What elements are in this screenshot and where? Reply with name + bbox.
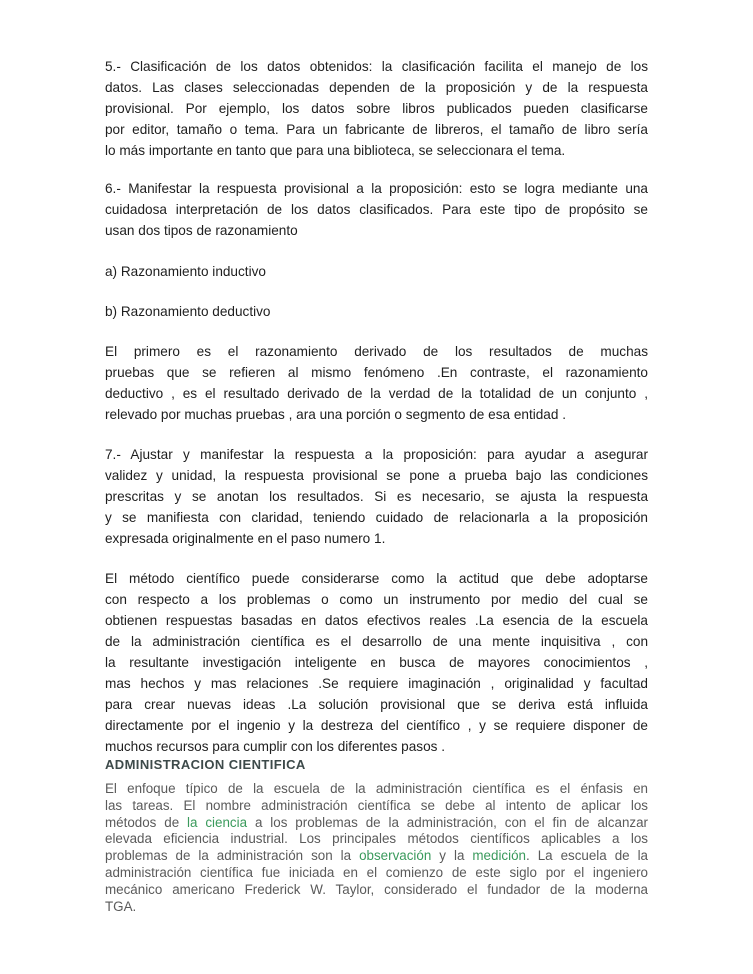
text-line: administración científica fue iniciada en el comienzo de este siglo por el ingeniero [105, 864, 648, 880]
section-heading: ADMINISTRACION CIENTIFICA [105, 757, 306, 772]
text-line: validez y unidad, la respuesta provisional se pone a prueba bajo las condiciones [105, 468, 648, 483]
text-line: la resultante investigación inteligente en busca de mayores conocimientos , [105, 655, 648, 670]
text-line: 5.- Clasificación de los datos obtenidos: la clasificación facilita el manejo de los [105, 59, 648, 74]
text-line: de la administración científica es el desarrollo de una mente inquisitiva , con [105, 634, 648, 649]
text-line [105, 815, 648, 832]
link-la-ciencia[interactable]: la ciencia [187, 814, 248, 830]
link-observacion[interactable]: observación [359, 848, 432, 864]
text-line: deductivo , es el resultado derivado de la verdad de la totalidad de un conjunto , [105, 386, 648, 401]
text-line: usan dos tipos de razonamiento [105, 223, 298, 238]
text-line: TGA. [105, 898, 137, 914]
text-line: 6.- Manifestar la respuesta provisional a la proposición: esto se logra mediante una [105, 181, 648, 196]
text-line: elevada eficiencia industrial. Los principales métodos científicos aplicables a los [105, 831, 648, 847]
paragraph-step-7 [105, 444, 648, 549]
text-line: por editor, tamaño o tema. Para un fabricante de libreros, el tamaño de libro sería [105, 122, 648, 137]
text-line: muchos recursos para cumplir con los diferentes pasos . [105, 739, 445, 754]
text-line: datos. Las clases seleccionadas dependen de la proposición y de la respuesta [105, 80, 648, 95]
text-segment: . La escuela de la [525, 848, 649, 864]
text-line: para crear nuevas ideas .La solución provisional que se deriva está influida [105, 697, 648, 712]
link-medicion[interactable]: medición [472, 848, 526, 864]
text-line: y se manifiesta con claridad, teniendo cuidado de relacionarla a la proposición [105, 510, 648, 525]
text-line: relevado por muchas pruebas , ara una porción o segmento de esa entidad . [105, 407, 566, 422]
text-line: 7.- Ajustar y manifestar la respuesta a la proposición: para ayudar a asegurar [105, 447, 648, 462]
text-line: a) Razonamiento inductivo [105, 264, 266, 279]
text-segment: problemas de la administración son la [105, 848, 360, 864]
text-line: las tareas. El nombre administración científica se debe al intento de aplicar los [105, 797, 648, 813]
text-line: obtienen respuestas basadas en datos efectivos reales .La esencia de la escuela [105, 613, 648, 628]
text-line: El primero es el razonamiento derivado de los resultados de muchas [105, 344, 648, 359]
item-deductive [105, 301, 648, 322]
paragraph-reasoning [105, 341, 648, 425]
text-segment: y la [431, 848, 473, 864]
paragraph-step-6 [105, 178, 648, 241]
text-line: El enfoque típico de la escuela de la administración científica es el énfasis en [105, 781, 648, 796]
text-line: lo más importante en tanto que para una biblioteca, se seleccionara el tema. [105, 143, 566, 158]
text-line [105, 848, 648, 865]
text-line: expresada originalmente en el paso numero 1. [105, 531, 386, 546]
text-line: con respecto a los problemas o como un instrumento por medio del cual se [105, 592, 648, 607]
text-line: El método científico puede considerarse como la actitud que debe adoptarse [105, 571, 648, 586]
text-line: mas hechos y mas relaciones .Se requiere imaginación , originalidad y facultad [105, 676, 648, 691]
text-line: directamente por el ingenio y la destreza del científico , y se requiere disponer de [105, 718, 648, 733]
text-line: mecánico americano Frederick W. Taylor, considerado el fundador de la moderna [105, 881, 648, 897]
text-segment: métodos de [105, 814, 188, 830]
text-line: b) Razonamiento deductivo [105, 304, 271, 319]
paragraph-scientific-administration [105, 781, 648, 915]
text-line: cuidadosa interpretación de los datos clasificados. Para este tipo de propósito se [105, 202, 648, 217]
paragraph-scientific-method [105, 568, 648, 757]
paragraph-step-5 [105, 56, 648, 161]
text-line: provisional. Por ejemplo, los datos sobre libros publicados pueden clasificarse [105, 101, 648, 116]
item-inductive [105, 261, 648, 282]
text-segment: a los problemas de la administración, con el fin de alcanzar [247, 814, 648, 830]
text-line: prescritas y se anotan los resultados. Si es necesario, se ajusta la respuesta [105, 489, 648, 504]
text-line: pruebas que se refieren al mismo fenómeno .En contraste, el razonamiento [105, 365, 648, 380]
